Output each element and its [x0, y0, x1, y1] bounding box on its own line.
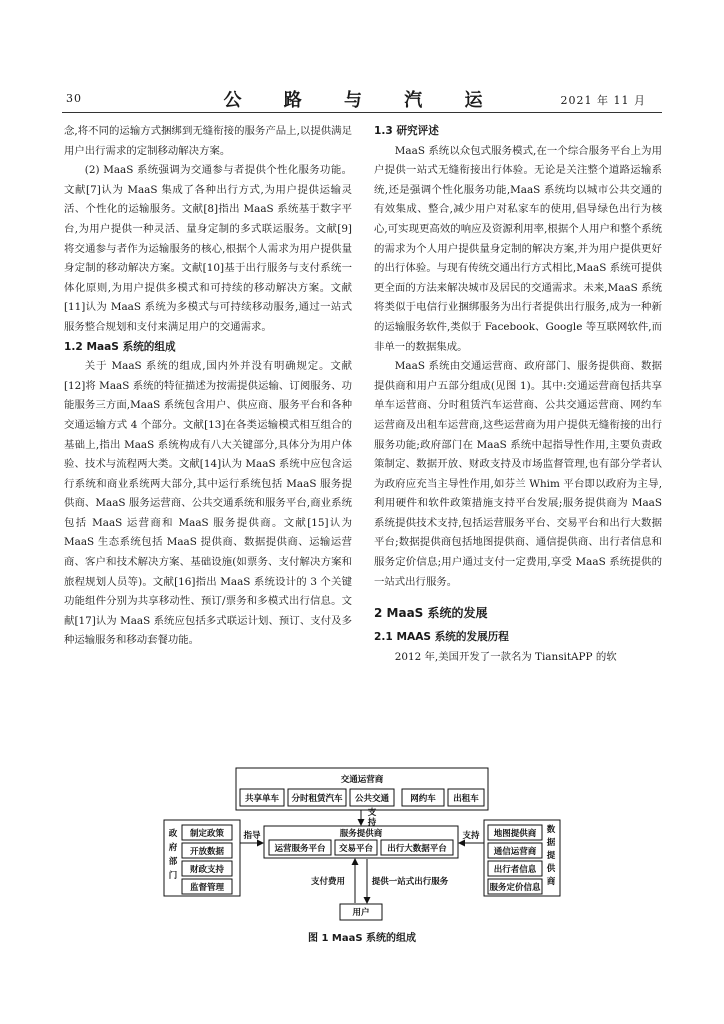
page-number: 30	[66, 92, 82, 105]
figure-caption: 图 1 MaaS 系统的组成	[307, 933, 417, 944]
right-paragraph-2: MaaS 系统由交通运营商、政府部门、服务提供商、数据提供商和用户五部分组成(见图 1)。其中:交通运营商包括共享单车运营商、分时租赁汽车运营商、公共交通运营商、网约车运营商及出租车运营商,这些运营商为用户提供无缝衔接的出行服务功能;政府部门在 MaaS 系统中起指导性作用,主要负责政策制定、数据开放、财政支持及市场监督管理,也有部分学者认为政府应充当主导性作用,如芬兰 Whim 平台即以政府为主导,利用硬件和软件政策措施支持平台发展;服务提供商为 MaaS 系统提供技术支持,包括运营服务平台、交易平台和出行大数据平台;数据提供商包括地图提供商、通信提供商、出行者信息和服务定价信息;用户通过支付一定费用,享受 MaaS 系统提供的一站式出行服务。	[374, 360, 662, 588]
section-heading-2: 2 MaaS 系统的发展	[374, 606, 488, 621]
left-paragraph-2: (2) MaaS 系统强调为交通参与者提供个性化服务功能。文献[7]认为 MaaS 集成了各种出行方式,为用户提供运输灵活、个性化的运输服务。文献[8]指出 MaaS 系统基于数字平台,为用户提供一种灵活、量身定制的多式联运服务。文献[9]将交通参与者作为运输服务的核心,根据个人需求为用户提供量身定制的移动解决方案。文献[10]基于出行服务与支付系统一体化原则,为用户提供多模式和可持续的移动解决方案。文献[11]认为 MaaS 系统为多模式与可持续移动服务,通过一站式服务整合规划和支付来满足用户的交通需求。	[64, 164, 352, 333]
section-heading-2-1: 2.1 MAAS 系统的发展历程	[374, 631, 509, 644]
support-top-label: 支持	[367, 808, 377, 828]
transport-operators-title: 交通运营商	[340, 775, 384, 785]
section-heading-1-2: 1.2 MaaS 系统的组成	[64, 340, 176, 353]
section-heading-1-3: 1.3 研究评述	[374, 125, 439, 137]
pay-label: 支付费用	[310, 877, 346, 887]
op-label-bike: 共享单车	[244, 794, 280, 804]
dp-item-3: 出行者信息	[493, 865, 537, 875]
dp-item-1: 地图提供商	[493, 829, 537, 839]
dp-item-4: 服务定价信息	[489, 883, 541, 893]
dp-item-2: 通信运营商	[493, 847, 537, 857]
op-label-ridehail: 网约车	[410, 794, 436, 804]
right-paragraph-3: 2012 年,美国开发了一款名为 TiansitAPP 的软	[394, 650, 617, 663]
data-provider-label: 数据提供商	[546, 825, 556, 887]
gov-item-2: 开放数据	[189, 847, 225, 857]
support-right-label: 支持	[462, 831, 480, 841]
service-provider-title: 服务提供商	[339, 829, 383, 839]
sp-item-1: 运营服务平台	[274, 844, 326, 854]
gov-item-4: 监督管理	[189, 883, 225, 893]
right-paragraph-1: MaaS 系统以众包式服务模式,在一个综合服务平台上为用户提供一站式无缝衔接出行体验。无论是关注整个道路运输系统,还是强调个性化服务功能,MaaS 系统均以城市公共交通的有效集成、整合,减少用户对私家车的使用,倡导绿色出行为核心,可实现更高效的响应及资源利用率,根据个人用户和整个系统的需求为个人用户提供量身定制的解决方案,并为用户提供更好的出行体验。与现有传统交通出行方式相比,MaaS 系统可提供更全面的方法来解决城市及居民的交通需求。未来,MaaS 系统将类似于电信行业捆绑服务为出行者提供出行服务,成为一种新的运输服务软件,类似于 Facebook、Google 等互联网软件,而非单一的数据集成。	[374, 144, 662, 353]
provide-label: 提供一站式出行服务	[371, 877, 449, 887]
op-label-transit: 公共交通	[354, 794, 390, 804]
left-paragraph-1: 念,将不同的运输方式捆绑到无缝衔接的服务产品上,以提供满足用户出行需求的定制移动解决方案。	[64, 125, 352, 157]
government-label: 政府部门	[168, 829, 178, 881]
gov-item-3: 财政支持	[189, 865, 225, 875]
issue-date: 2021 年 11 月	[560, 94, 646, 107]
guide-label: 指导	[243, 831, 261, 841]
op-label-timeshare: 分时租赁汽车	[291, 794, 343, 804]
journal-title: 公 路 与 汽 运	[223, 90, 501, 111]
left-paragraph-3: 关于 MaaS 系统的组成,国内外并没有明确规定。文献[12]将 MaaS 系统的特征描述为按需提供运输、订阅服务、功能服务三方面,MaaS 系统包含用户、供应商、服务平台和各种交通运输方式 4 个部分。文献[13]在各类运输模式相互组合的基础上,指出 MaaS 系统构成有八大关键部分,具体分为用户体验、技术与流程两大类。文献[14]认为 MaaS 系统中应包含运行系统和商业系统两大部分,其中运行系统包括 MaaS 服务提供商、MaaS 服务运营商、公共交通系统和服务平台,商业系统包括 MaaS 运营商和 MaaS 服务提供商。文献[15]认为 MaaS 生态系统包括 MaaS 提供商、数据提供商、运输运营商、客户和技术解决方案、基础设施(如票务、支付解决方案和旅程规划人员等)。文献[16]指出 MaaS 系统设计的 3 个关键功能组件分别为共享移动性、预订/票务和多模式出行信息。文献[17]认为 MaaS 系统应包括多式联运计划、预订、支付及多种运输服务和移动套餐功能。	[64, 360, 352, 647]
op-label-taxi: 出租车	[453, 794, 479, 804]
gov-item-1: 制定政策	[189, 829, 225, 839]
user-label: 用户	[352, 908, 370, 918]
sp-item-3: 出行大数据平台	[387, 844, 447, 854]
sp-item-2: 交易平台	[338, 844, 374, 854]
